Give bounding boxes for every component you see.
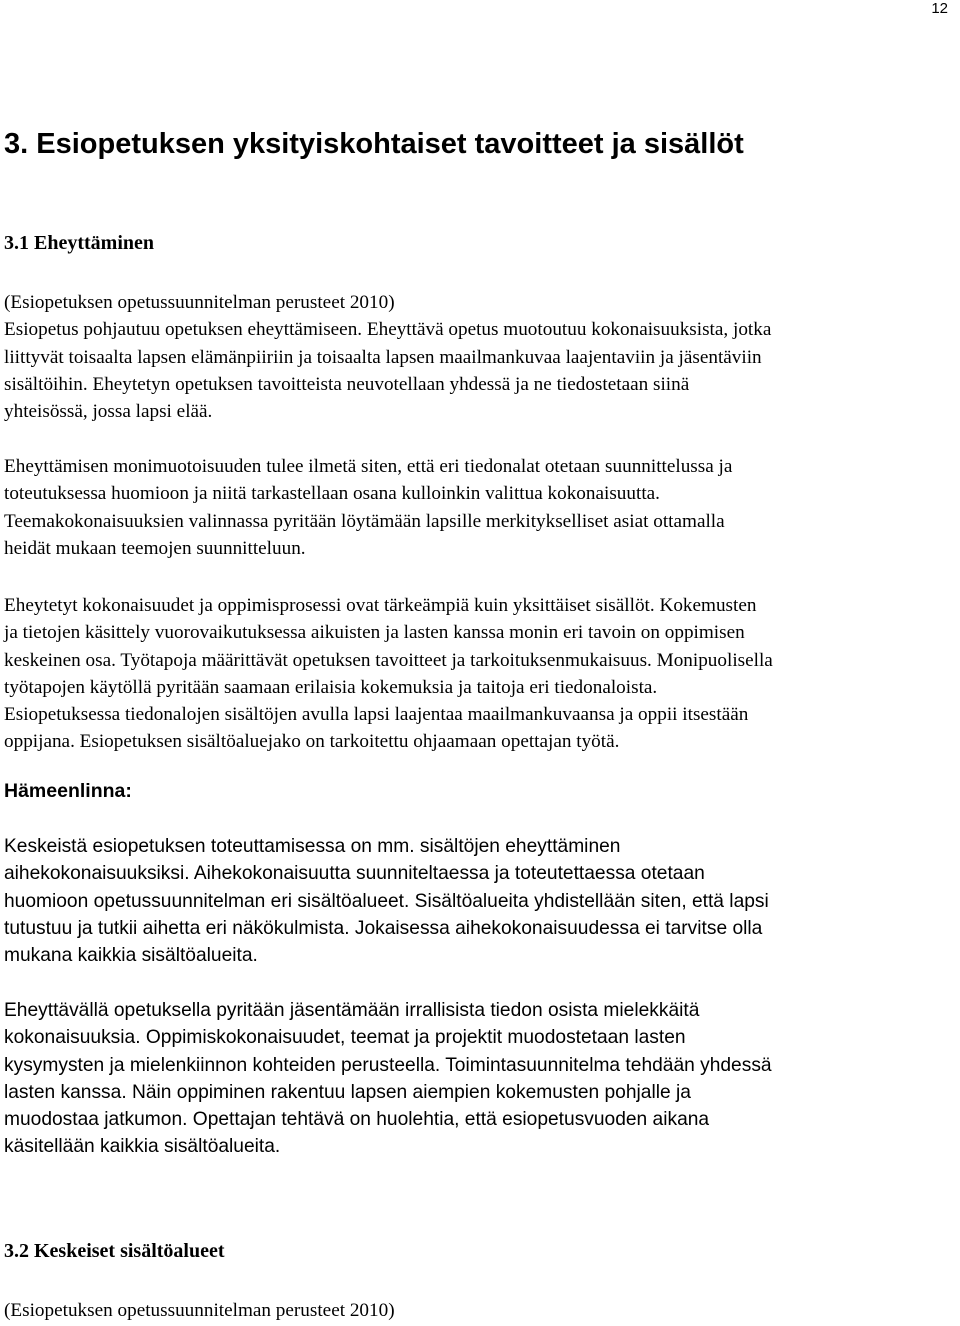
section-heading-3-2: 3.2 Keskeiset sisältöalueet	[4, 1240, 225, 1262]
paragraph-intro	[4, 289, 954, 425]
text-line: Eheyttävällä opetuksella pyritään jäsentämään irrallisista tiedon osista mielekkäitä	[4, 1000, 700, 1021]
text-line: lasten kanssa. Näin oppiminen rakentuu lapsen aiempien kokemusten pohjalle ja	[4, 1081, 691, 1103]
paragraph-local-1	[4, 833, 956, 969]
paragraph-learning-process	[4, 592, 954, 756]
text-line: toteutuksessa huomioon ja niitä tarkastellaan osana kulloinkin valittua kokonaisuutta.	[4, 483, 660, 505]
text-line: tutustuu ja tutkii aihetta eri näkökulmista. Jokaisessa aihekokonaisuudessa ei tarvitse olla	[4, 917, 763, 939]
text-line: Esiopetus pohjautuu opetuksen eheyttämiseen. Eheyttävä opetus muotoutuu kokonaisuuksista, jotka	[4, 319, 772, 341]
text-line: sisältöihin. Eheytetyn opetuksen tavoitteista neuvotellaan yhdessä ja ne tiedostetaan siinä	[4, 373, 690, 395]
text-line: liittyvät toisaalta lapsen elämänpiiriin ja toisaalta lapsen maailmankuvaa laajentaviin ja jäsentäviin	[4, 346, 762, 368]
text-line: kysymysten ja mielenkiinnon kohteiden perusteella. Toimintasuunnitelma tehdään yhdessä	[4, 1054, 772, 1076]
text-line: muodostaa jatkumon. Opettajan tehtävä on huolehtia, että esiopetusvuoden aikana	[4, 1109, 710, 1131]
chapter-heading: 3. Esiopetuksen yksityiskohtaiset tavoitteet ja sisällöt	[4, 128, 744, 160]
text-line: mukana kaikkia sisältöalueita.	[4, 945, 258, 967]
local-heading-hameenlinna: Hämeenlinna:	[4, 780, 132, 802]
text-line: keskeinen osa. Työtapoja määrittävät opetuksen tavoitteet ja tarkoituksenmukaisuus. Monipuolisella	[4, 649, 773, 671]
text-line: kokonaisuuksia. Oppimiskokonaisuudet, teemat ja projektit muodostetaan lasten	[4, 1027, 686, 1049]
text-line: Esiopetuksessa tiedonalojen sisältöjen avulla lapsi laajentaa maailmankuvaansa ja oppii itsestään	[4, 704, 749, 726]
text-line: Keskeistä esiopetuksen toteuttamisessa on mm. sisältöjen eheyttäminen	[4, 836, 621, 857]
text-line: (Esiopetuksen opetussuunnitelman perusteet 2010)	[4, 292, 395, 313]
text-line: huomioon opetussuunnitelman eri sisältöalueet. Sisältöalueita yhdistellään siten, että lapsi	[4, 890, 769, 912]
paragraph-diversity	[4, 453, 954, 562]
text-line: Eheyttämisen monimuotoisuuden tulee ilmetä siten, että eri tiedonalat otetaan suunnittelussa ja	[4, 456, 733, 477]
page-number: 12	[931, 0, 948, 17]
text-line: Eheytetyt kokonaisuudet ja oppimisprosessi ovat tärkeämpiä kuin yksittäiset sisällöt. Kokemusten	[4, 595, 757, 616]
text-line: käsitellään kaikkia sisältöalueita.	[4, 1136, 281, 1158]
text-line: yhteisössä, jossa lapsi elää.	[4, 401, 213, 423]
paragraph-source	[4, 1297, 954, 1324]
text-line: aihekokonaisuuksiksi. Aihekokonaisuutta suunniteltaessa ja toteutettaessa otetaan	[4, 863, 705, 885]
section-heading-3-1: 3.1 Eheyttäminen	[4, 232, 154, 254]
text-line: oppijana. Esiopetuksen sisältöaluejako on tarkoitettu ohjaamaan opettajan työtä.	[4, 731, 620, 753]
text-line: heidät mukaan teemojen suunnitteluun.	[4, 537, 306, 559]
text-line: työtapojen käytöllä pyritään saamaan erilaisia kokemuksia ja taitoja eri tiedonaloista.	[4, 676, 658, 698]
text-line: ja tietojen käsittely vuorovaikutuksessa aikuisten ja lasten kanssa monin eri tavoin on oppimisen	[4, 622, 745, 644]
paragraph-local-2	[4, 997, 956, 1161]
text-line: (Esiopetuksen opetussuunnitelman perusteet 2010)	[4, 1300, 395, 1321]
text-line: Teemakokonaisuuksien valinnassa pyritään löytämään lapsille merkitykselliset asiat ottamalla	[4, 510, 725, 532]
